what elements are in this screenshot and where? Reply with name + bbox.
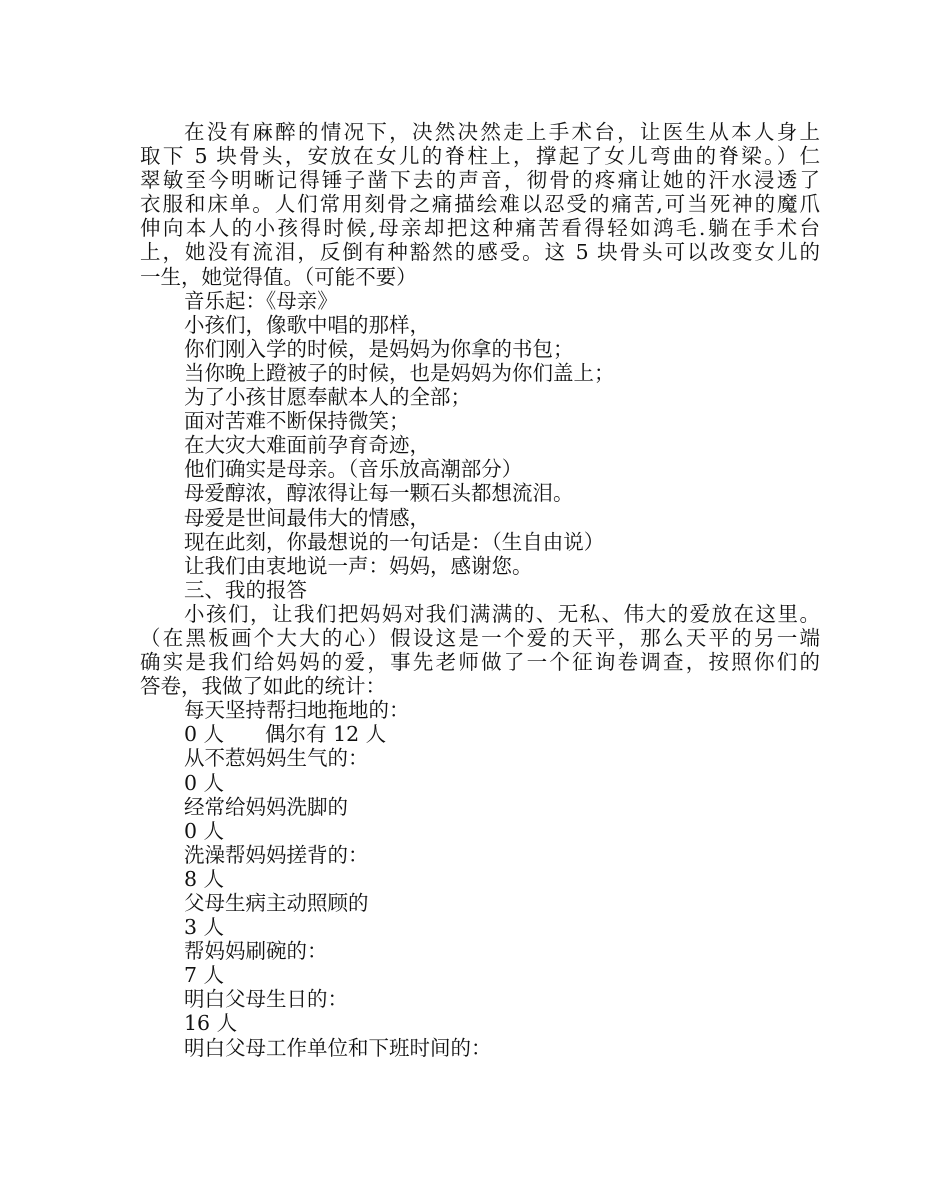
text-line: 母爱是世间最伟大的情感， (184, 505, 430, 530)
text-line: 明白父母工作单位和下班时间的： (184, 1035, 492, 1060)
text-line: 经常给妈妈洗脚的 (184, 794, 348, 819)
text-line: 每天坚持帮扫地拖地的： (184, 698, 410, 723)
text-line: 帮妈妈刷碗的： (184, 939, 328, 964)
text-line: 你们刚入学的时候，是妈妈为你拿的书包； (184, 336, 574, 361)
text-line: 翠敏至今明晰记得锤子凿下去的声音，彻骨的疼痛让她的汗水浸透了 (140, 168, 820, 193)
text-line: 父母生病主动照顾的 (184, 891, 369, 915)
text-line: 0 人 (184, 818, 225, 843)
text-line: 0 人 偶尔有 12 人 (184, 722, 387, 747)
text-line: （在黑板画个大大的心）假设这是一个爱的天平，那么天平的另一端 (140, 625, 820, 650)
text-line: 0 人 (184, 770, 225, 795)
text-line: 洗澡帮妈妈搓背的： (184, 842, 369, 867)
text-line: 在大灾大难面前孕育奇迹， (184, 433, 430, 458)
text-line: 上，她没有流泪，反倒有种豁然的感受。这 5 块骨头可以改变女儿的 (140, 240, 820, 265)
text-line: 一生，她觉得值。（可能不要） (140, 264, 417, 289)
text-line: 确实是我们给妈妈的爱，事先老师做了一个征询卷调查，按照你们的 (140, 650, 820, 675)
text-line: 三、我的报答 (184, 577, 307, 602)
text-line: 现在此刻，你最想说的一句话是：（生自由说） (184, 529, 605, 554)
text-line: 答卷，我做了如此的统计： (140, 674, 386, 699)
text-line: 伸向本人的小孩得时候,母亲却把这种痛苦看得轻如鸿毛.躺在手术台 (140, 216, 820, 241)
text-line: 从不惹妈妈生气的： (184, 746, 369, 771)
text-line: 在没有麻醉的情况下，决然决然走上手术台，让医生从本人身上 (184, 120, 820, 144)
text-line: 7 人 (184, 963, 225, 988)
text-line: 8 人 (184, 866, 225, 891)
document-body (140, 120, 820, 1060)
text-line: 16 人 (184, 1011, 238, 1036)
text-line: 小孩们，像歌中唱的那样， (184, 312, 430, 337)
text-line: 取下 5 块骨头，安放在女儿的脊柱上，撑起了女儿弯曲的脊梁。）仁 (140, 144, 820, 169)
text-line: 明白父母生日的： (184, 987, 348, 1012)
text-line: 小孩们，让我们把妈妈对我们满满的、无私、伟大的爱放在这里。 (184, 601, 820, 626)
text-line: 当你晚上蹬被子的时候，也是妈妈为你们盖上； (184, 360, 615, 385)
text-line: 衣服和床单。人们常用刻骨之痛描绘难以忍受的痛苦,可当死神的魔爪 (140, 192, 820, 217)
text-line: 音乐起：《母亲》 (184, 288, 338, 313)
text-line: 为了小孩甘愿奉献本人的全部； (184, 385, 471, 410)
text-line: 3 人 (184, 915, 225, 940)
text-line: 母爱醇浓，醇浓得让每一颗石头都想流泪。 (184, 481, 574, 506)
text-line: 面对苦难不断保持微笑； (184, 409, 410, 434)
text-line: 让我们由衷地说一声：妈妈，感谢您。 (184, 553, 533, 578)
text-line: 他们确实是母亲。（音乐放高潮部分） (184, 457, 523, 482)
